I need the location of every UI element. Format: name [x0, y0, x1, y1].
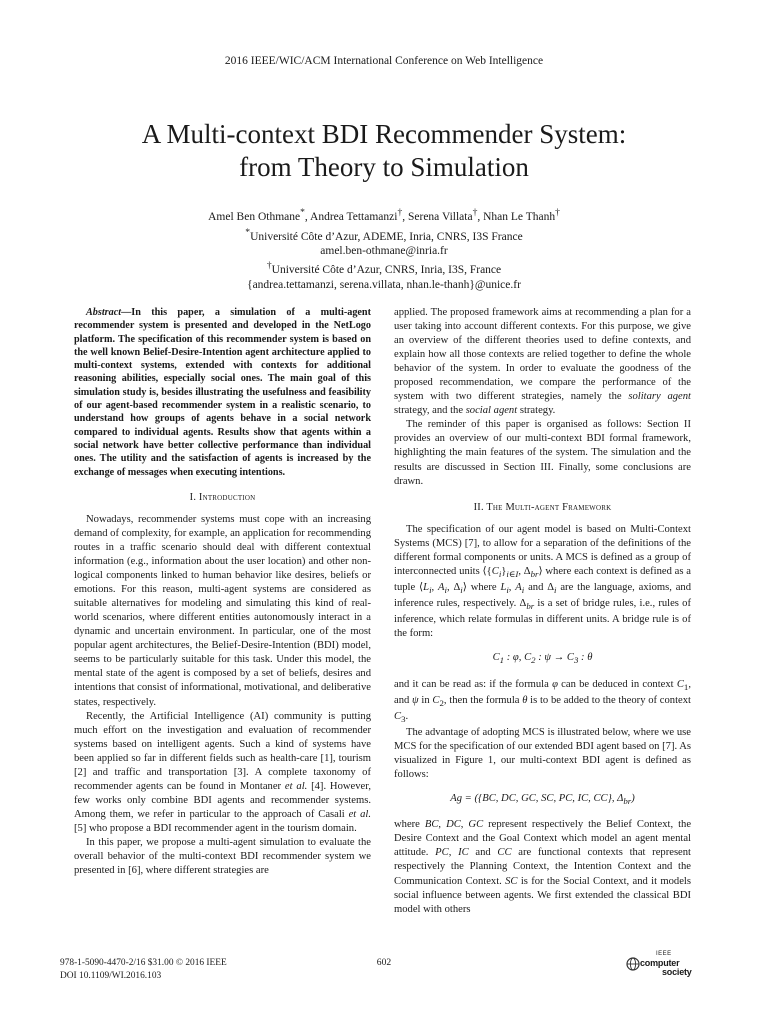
email-2: {andrea.tettamanzi, serena.villata, nhan.le-thanh}@unice.fr [247, 278, 521, 291]
section-heading-introduction: I. Introduction [189, 491, 256, 503]
affiliation-1: *Université Côte d’Azur, ADEME, Inria, CNRS, I3S France [245, 226, 523, 243]
framework-paragraph-2: and it can be read as: if the formula φ can be deduced in context $C_1$, and ψ in $C_2$, then the formula θ is to be added to the theory of context $C_3$. [394, 678, 691, 724]
author-block [40, 206, 728, 292]
right-paragraph-2: The reminder of this paper is organised as follows: Section II provides an overview of our multi-context BDI formal framework, highlighting the main features of the system. The simulation and the results are discussed in Section III. Finally, some conclusions are drawn. [394, 419, 691, 487]
intro-paragraph-2: Recently, the Artificial Intelligence (AI) community is putting much effort on the investigation and evaluation of recommender systems based on intelligent agents. Such a kind of systems have been applied so far in different fields such as health-care [1], tourism [2] and traffic and transportation [3]. A complete taxonomy of recommender agents can be found in Montaner et al. [4]. However, few works only combine BDI agents and recommender systems. Among them, we refer in particular to the approach of Casali et al. [5] who propose a BDI recommender agent in the tourism domain. [74, 710, 372, 834]
doi-line: DOI 10.1109/WI.2016.103 [60, 970, 162, 981]
logo-society-text: society [662, 967, 692, 977]
agent-definition-equation: Ag = ({BC, DC, GC, SC, PC, IC, CC}, $\Delta_{br}$) [450, 793, 635, 807]
affiliation-2: †Université Côte d’Azur, CNRS, Inria, I3S, France [266, 260, 502, 276]
framework-paragraph-1: The specification of our agent model is based on Multi-Context Systems (MCS) [7], to allow for a separation of the definitions of the different formal components or units. A MCS is defined as a group of interconnected units $⟨\{C_i\}_{i\in I}$, $\Delta_{br}⟩$ where each context is defined as a tuple $⟨L_i$, $A_i$, $\Delta_i⟩$ where $L_i$, $A_i$ and $\Delta_i$ are the language, axioms, and inference rules, respectively. $\Delta_{br}$ is a set of bridge rules, i.e., rules of inference, which relate formulas in different units. A bridge rule is of the form: [394, 523, 692, 640]
right-paragraph-1: applied. The proposed framework aims at recommending a plan for a user taking into account different contexts. For this purpose, we give an overview of the different theories used to define contexts, and explain how all those contexts are relied together to define the whole behavior of the system. In order to evaluate the goodness of the proposed recommendation, we compare the performance of the system with two different strategies, namely the solitary agent strategy, and the social agent strategy. [394, 307, 692, 417]
framework-paragraph-3: The advantage of adopting MCS is illustrated below, where we use MCS for the specification of our extended BDI agent based on [7]. As visualized in Figure 1, our multi-context BDI agent is defined as follows: [394, 726, 691, 781]
author-names: Amel Ben Othmane*, Andrea Tettamanzi†, Serena Villata†, Nhan Le Thanh† [208, 207, 560, 223]
abstract: Abstract—In this paper, a simulation of a multi-agent recommender system is presented and developed in the NetLogo platform. The specification of this recommender system is based on the well known Belief-Desire-Intention agent architecture applied to multi-context systems, extended with contexts for additional reasoning abilities, especially social ones. The main goal of this simulation study is, besides illustrating the usefulness and feasibility of our agent-based recommender system in a realistic scenario, to understand how groups of agents behave in a social network compared to individual agents. Results show that agents within a social network have better collective performance than individual ones. The utility and the satisfaction of agents is increased by the exchange of messages when executing intentions. [74, 307, 371, 478]
page-number: 602 [376, 957, 392, 968]
conference-header: 2016 IEEE/WIC/ACM International Conference on Web Intelligence [224, 55, 544, 67]
title-line-1: A Multi-context BDI Recommender System: [141, 119, 627, 149]
bridge-rule-equation: $C_1$ : φ, $C_2$ : $\psi \to C_3$ : θ [492, 652, 593, 666]
framework-paragraph-4: where BC, DC, GC represent respectively the Belief Context, the Desire Context and the Goal Context which model an agent mental attitude. PC, IC and CC are functional contexts that represent respectively the Planning Context, the Intention Context and the Communication Context. SC is for the Social Context, and it models social influence between agents. We first extended the classical BDI model with others [394, 819, 692, 915]
section-heading-framework: II. The Multi-agent Framework [473, 501, 612, 513]
title-line-2: from Theory to Simulation [239, 152, 529, 182]
globe-icon [626, 957, 640, 971]
logo-ieee-text: IEEE [656, 951, 672, 957]
ieee-computer-society-logo [626, 951, 706, 981]
paper-title [40, 118, 728, 184]
right-column [394, 306, 691, 917]
isbn-line: 978-1-5090-4470-2/16 $31.00 © 2016 IEEE [60, 958, 227, 968]
logo-computer-text: computer [640, 958, 680, 968]
intro-paragraph-1: Nowadays, recommender systems must cope with an increasing demand of complexity, for example, an application for recommending routes in a traffic scenario should deal with different contextual information (e.g., information about the user location) and other non-logical components linked to human behavior like desires, beliefs or emotions. For this reason, multi-agent systems are considered as suitable alternatives for modeling and simulating this kind of real-world scenarios, where different entities autonomously interact in a dynamic and uncertain environment. In particular, one of the most popular agent architectures, the Belief-Desire-Intention (BDI) model, seems to be particularly suitable for this task. Under this model, the mental state of the agent is composed by a set of beliefs, desires and intentions that consist of informational, motivational, and deliberative states, respectively. [74, 513, 372, 708]
left-column [74, 306, 371, 878]
email-1: amel.ben-othmane@inria.fr [320, 245, 448, 258]
intro-paragraph-3: In this paper, we propose a multi-agent simulation to evaluate the overall behavior of the multi-context BDI recommender system we presented in [6], where different strategies are [74, 836, 371, 877]
